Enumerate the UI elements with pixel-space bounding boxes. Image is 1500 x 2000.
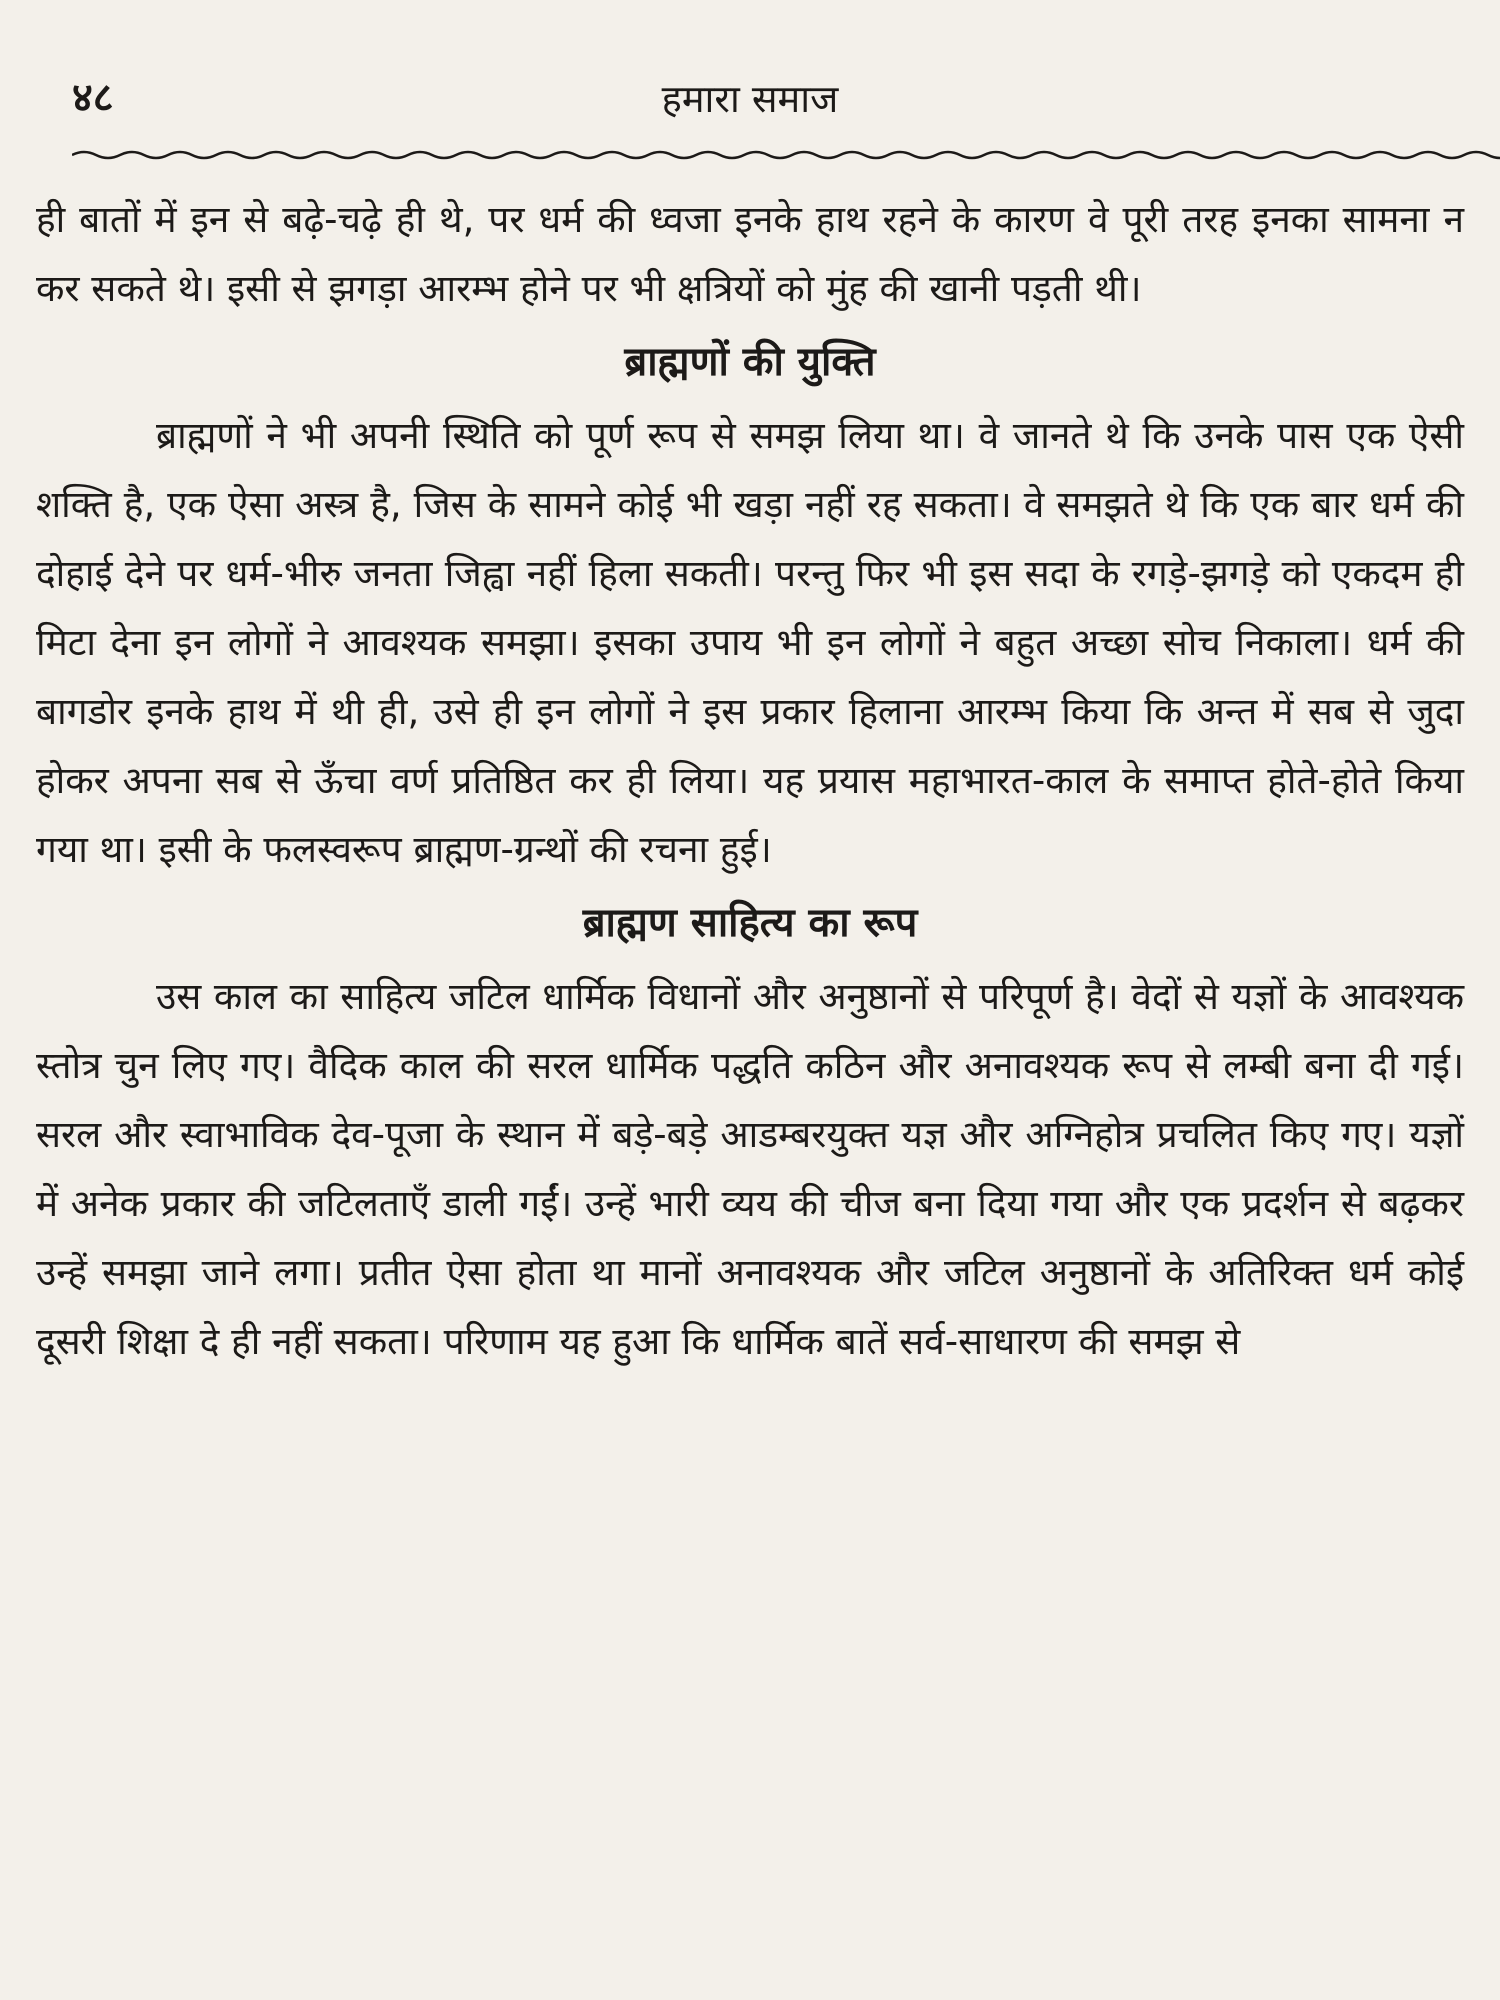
header-rule: [72, 148, 1500, 162]
running-title: हमारा समाज: [661, 77, 839, 121]
page-number: ४८: [72, 75, 114, 121]
paragraph-3: उस काल का साहित्य जटिल धार्मिक विधानों और अनुष्ठानों से परिपूर्ण है। वेदों से यज्ञों के आवश्यक स्तोत्र चुन लिए गए। वैदिक काल की सरल धार्मिक पद्धति कठिन और अनावश्यक रूप से लम्बी बना दी गई। सरल और स्वाभाविक देव-पूजा के स्थान में बड़े-बड़े आडम्बरयुक्त यज्ञ और अग्निहोत्र प्रचलित किए गए। यज्ञों में अनेक प्रकार की जटिलताएँ डाली गईं। उन्हें भारी व्यय की चीज बना दिया गया और एक प्रदर्शन से बढ़कर उन्हें समझा जाने लगा। प्रतीत ऐसा होता था मानों अनावश्यक और जटिल अनुष्ठानों के अतिरिक्त धर्म कोई दूसरी शिक्षा दे ही नहीं सकता। परिणाम यह हुआ कि धार्मिक बातें सर्व-साधारण की समझ से: [36, 975, 1464, 1363]
page-body: [36, 185, 1464, 1376]
paragraph-1: ही बातों में इन से बढ़े-चढ़े ही थे, पर धर्म की ध्वजा इनके हाथ रहने के कारण वे पूरी तरह इनका सामना न कर सकते थे। इसी से झगड़ा आरम्भ होने पर भी क्षत्रियों को मुंह की खानी पड़ती थी।: [36, 198, 1464, 310]
section-heading-brahman-sahitya: ब्राह्मण साहित्य का रूप: [582, 900, 918, 946]
section-heading-brahmanon-ki-yukti: ब्राह्मणों की युक्ति: [624, 339, 876, 385]
page-header: [36, 0, 1464, 150]
paragraph-2: ब्राह्मणों ने भी अपनी स्थिति को पूर्ण रूप से समझ लिया था। वे जानते थे कि उनके पास एक ऐसी शक्ति है, एक ऐसा अस्त्र है, जिस के सामने कोई भी खड़ा नहीं रह सकता। वे समझते थे कि एक बार धर्म की दोहाई देने पर धर्म-भीरु जनता जिह्वा नहीं हिला सकती। परन्तु फिर भी इस सदा के रगड़े-झगड़े को एकदम ही मिटा देना इन लोगों ने आवश्यक समझा। इसका उपाय भी इन लोगों ने बहुत अच्छा सोच निकाला। धर्म की बागडोर इनके हाथ में थी ही, उसे ही इन लोगों ने इस प्रकार हिलाना आरम्भ किया कि अन्त में सब से जुदा होकर अपना सब से ऊँचा वर्ण प्रतिष्ठित कर ही लिया। यह प्रयास महाभारत-काल के समाप्त होते-होते किया गया था। इसी के फलस्वरूप ब्राह्मण-ग्रन्थों की रचना हुई।: [36, 414, 1464, 871]
